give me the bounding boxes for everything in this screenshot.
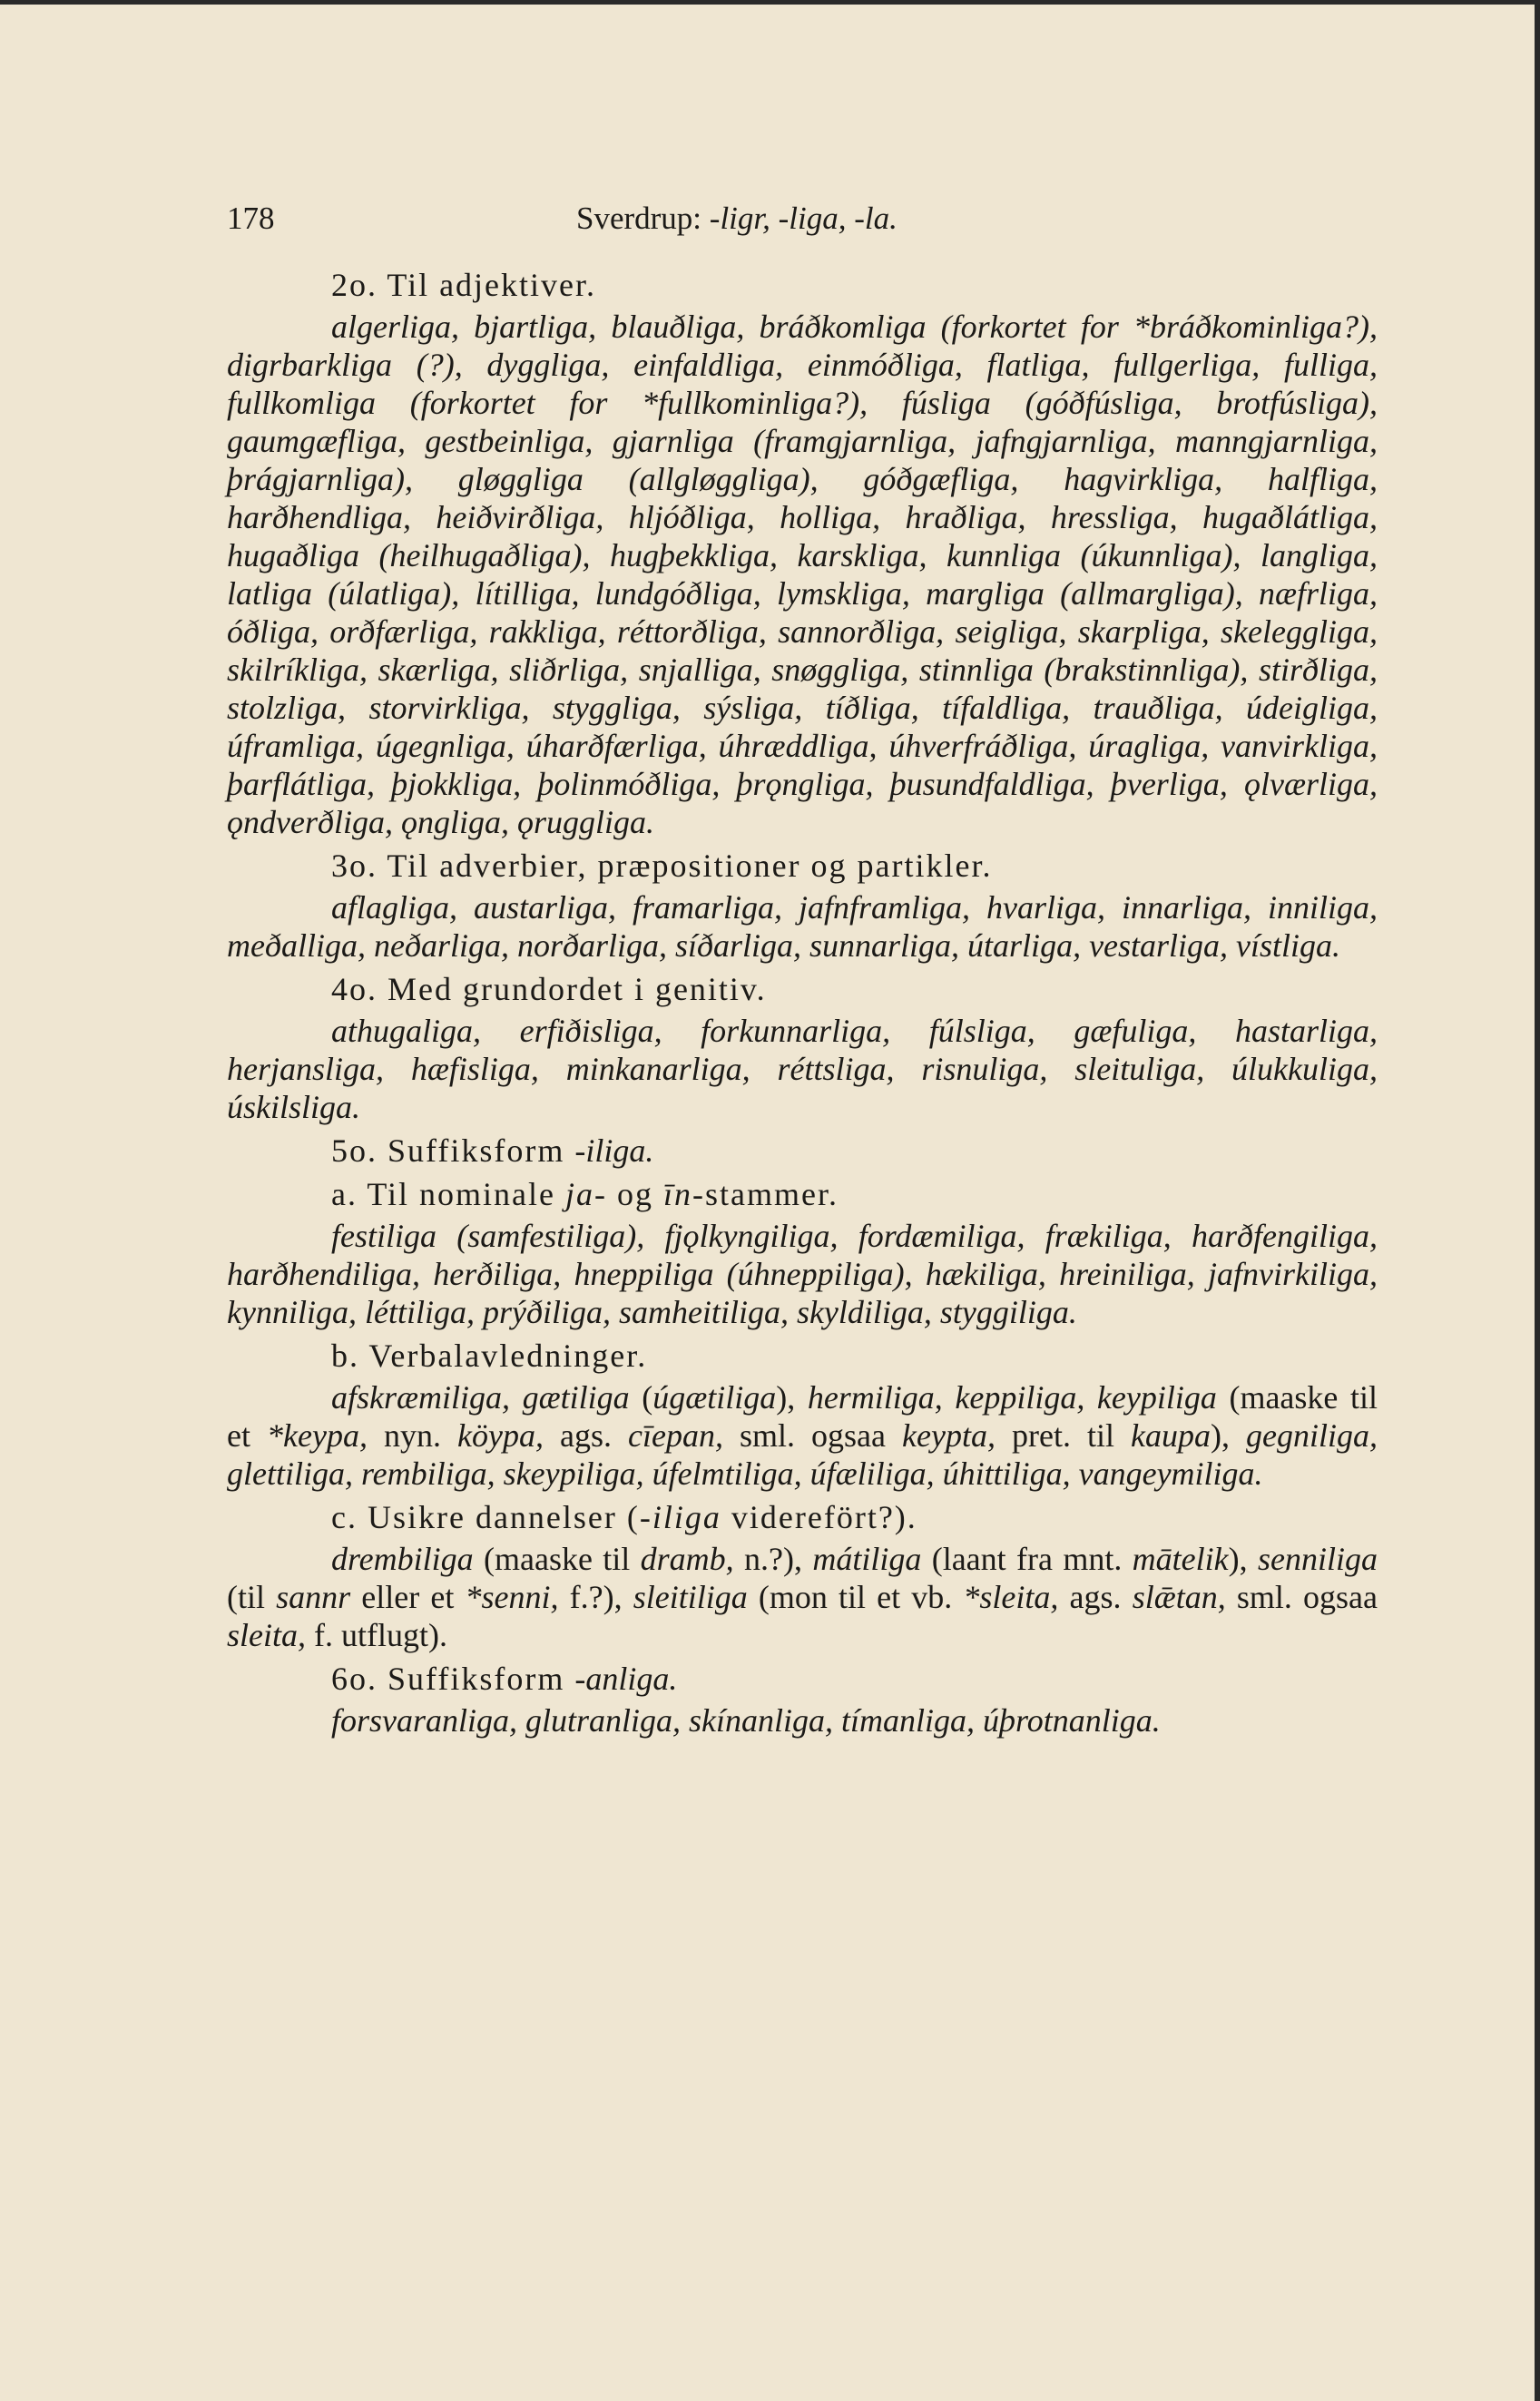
subsection-paragraph-5a: festiliga (samfestiliga), fjǫlkyngiliga, fordæmiliga, frækiliga, harðfengiliga, harðhendiliga, herðiliga, hneppiliga (úhneppiliga), hækiliga, hreiniliga, jafnvirkiliga, kynniliga, léttiliga, prýðiliga, samheitiliga, skyldiliga, styggiliga. (227, 1218, 1378, 1330)
subsection-heading-5c: c. Usikre dannelser (-iliga viderefört?). (331, 1499, 917, 1535)
section-paragraph-2: algerliga, bjartliga, blauðliga, bráðkomliga (forkortet for *bráðkominliga?), digrbarkliga (?), dyggliga, einfaldliga, einmóðliga, flatliga, fullgerliga, fulliga, fullkomliga (forkortet for *fullkominliga?), fúsliga (góðfúsliga, brotfúsliga), gaumgæfliga, gestbeinliga, gjarnliga (framgjarnliga, jafngjarnliga, manngjarnliga, þrágjarnliga), gløggliga (allgløggliga), góðgæfliga, hagvirkliga, halfliga, harðhendliga, heiðvirðliga, hljóðliga, holliga, hraðliga, hressliga, hugaðlátliga, hugaðliga (heilhugaðliga), hugþekkliga, karskliga, kunnliga (úkunnliga), langliga, latliga (úlatliga), lítilliga, lundgóðliga, lymskliga, margliga (allmargliga), næfrliga, óðliga, orðfærliga, rakkliga, réttorðliga, sannorðliga, seigliga, skarpliga, skeleggliga, skilríkliga, skærliga, sliðrliga, snjalliga, snøggliga, stinnliga (brakstinnliga), stirðliga, stolzliga, storvirkliga, styggliga, sýsliga, tíðliga, tífaldliga, trauðliga, údeigliga, úframliga, úgegnliga, úharðfærliga, úhræddliga, úhverfráðliga, úragliga, vanvirkliga, þarflátliga, þjokkliga, þolinmóðliga, þrǫngliga, þusundfaldliga, þverliga, ǫlværliga, ǫndverðliga, ǫngliga, ǫruggliga. (227, 309, 1378, 840)
running-head (576, 201, 898, 237)
subsection-paragraph-5b: afskræmiliga, gætiliga (úgætiliga), hermiliga, keppiliga, keypiliga (maaske til et *keypa, nyn. köypa, ags. cīepan, sml. ogsaa keypta, pret. til kaupa), gegniliga, glettiliga, rembiliga, skeypiliga, úfelmtiliga, úfæliliga, úhittiliga, vangeymiliga. (227, 1379, 1378, 1492)
subsection-paragraph-5c: drembiliga (maaske til dramb, n.?), mátiliga (laant fra mnt. mātelik), senniliga (til sannr eller et *senni, f.?), sleitiliga (mon til et vb. *sleita, ags. slǣtan, sml. ogsaa sleita, f. utflugt). (227, 1541, 1378, 1653)
page-header (227, 201, 1317, 240)
section-heading-5: 5o. Suffiksform -iliga. (331, 1132, 654, 1169)
section-paragraph-4: athugaliga, erfiðisliga, forkunnarliga, fúlsliga, gæfuliga, hastarliga, herjansliga, hæfisliga, minkanarliga, réttsliga, risnuliga, sleituliga, úlukkuliga, úskilsliga. (227, 1013, 1378, 1125)
section-heading-4: 4o. Med grundordet i genitiv. (331, 971, 767, 1007)
page-number: 178 (227, 201, 275, 236)
section-paragraph-6: forsvaranliga, glutranliga, skínanliga, tímanliga, úþrotnanliga. (331, 1702, 1161, 1739)
subsection-heading-5b: b. Verbalavledninger. (331, 1338, 648, 1374)
section-heading-3: 3o. Til adverbier, præpositioner og partikler. (331, 848, 993, 884)
subsection-heading-5a: a. Til nominale ja- og īn-stammer. (331, 1176, 839, 1212)
running-head-author: Sverdrup: (576, 201, 702, 236)
page-body (227, 260, 1378, 1743)
running-head-title: -ligr, -liga, -la. (709, 201, 898, 236)
section-paragraph-3: aflagliga, austarliga, framarliga, jafnframliga, hvarliga, innarliga, inniliga, meðalliga, neðarliga, norðarliga, síðarliga, sunnarliga, útarliga, vestarliga, vístliga. (227, 889, 1378, 964)
section-heading-6: 6o. Suffiksform -anliga. (331, 1661, 678, 1697)
section-heading-2: 2o. Til adjektiver. (331, 267, 597, 303)
